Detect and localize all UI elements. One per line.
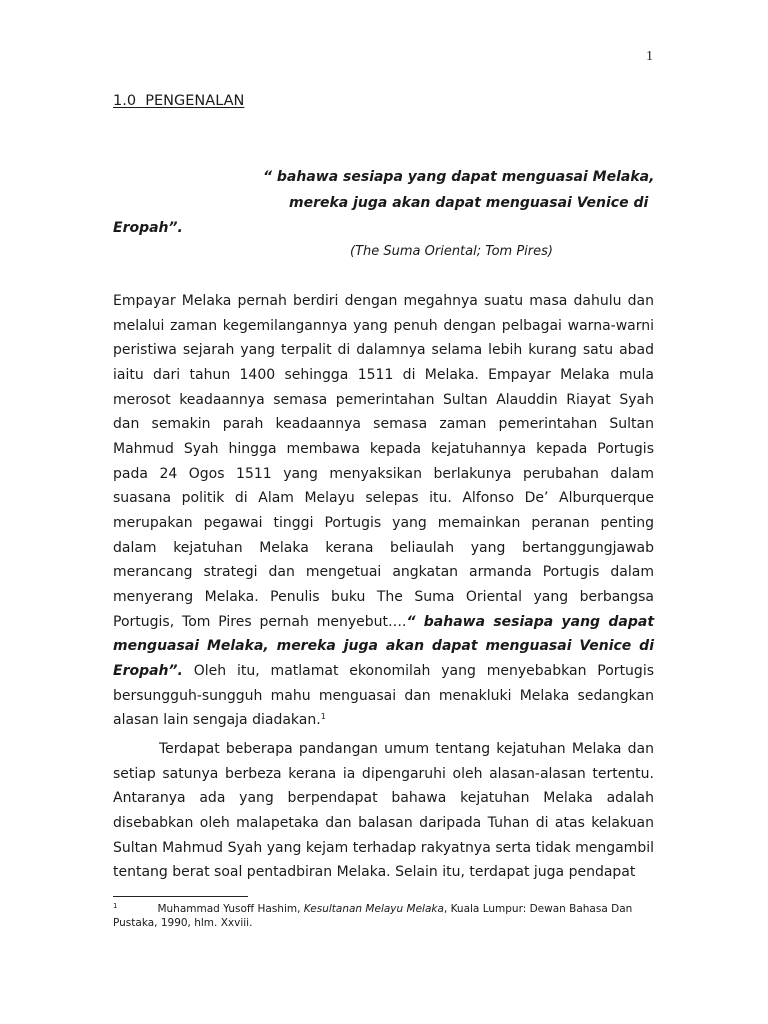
section-heading: 1.0 PENGENALAN: [113, 93, 245, 109]
footnote-separator: [113, 896, 248, 897]
paragraph-1-text-a: Empayar Melaka pernah berdiri dengan megahnya suatu masa dahulu dan melalui zaman kegemilangannya yang penuh dengan pelbagai warna-warni peristiwa sejarah yang terpalit di dalamnya selama lebih kurang satu abad iaitu dari tahun 1400 sehingga 1511 di Melaka. Empayar Melaka mula merosot keadaannya semasa pemerintahan Sultan Alauddin Riayat Syah dan semakin parah keadaannya semasa zaman pemerintahan Sultan Mahmud Syah hingga membawa kepada kejatuhannya kepada Portugis pada 24 Ogos 1511 yang menyaksikan berlakunya perubahan dalam suasana politik di Alam Melayu selepas itu. Alfonso De’ Alburquerque merupakan pegawai tinggi Portugis yang memainkan peranan penting dalam kejatuhan Melaka kerana beliaulah yang bertanggungjawab merancang strategi dan mengetuai angkatan armanda Portugis dalam menyerang Melaka. Penulis buku The Suma Oriental yang berbangsa Portugis, Tom Pires pernah menyebut….: [113, 293, 654, 630]
footnote: [113, 902, 658, 930]
paragraph-1: [113, 289, 654, 733]
footnote-title: Kesultanan Melayu Melaka: [303, 903, 444, 915]
epigraph-line-2: mereka juga akan dapat menguasai Venice di: [289, 195, 649, 211]
footnote-rest: , Kuala Lumpur: Dewan Bahasa Dan Pustaka, 1990, hlm. Xxviii.: [113, 903, 633, 929]
footnote-marker: 1: [113, 902, 118, 910]
paragraph-1-text-b: Oleh itu, matlamat ekonomilah yang menyebabkan Portugis bersungguh-sungguh mahu menguasai dan menakluki Melaka sedangkan alasan lain sengaja diadakan.: [113, 662, 654, 729]
epigraph-citation: (The Suma Oriental; Tom Pires): [350, 244, 553, 259]
paragraph-2: Terdapat beberapa pandangan umum tentang kejatuhan Melaka dan setiap satunya berbeza kerana ia dipengaruhi oleh alasan-alasan tertentu. Antaranya ada yang berpendapat bahawa kejatuhan Melaka adalah disebabkan oleh malapetaka dan balasan daripada Tuhan di atas kelakuan Sultan Mahmud Syah yang kejam terhadap rakyatnya serta tidak mengambil tentang berat soal pentadbiran Melaka. Selain itu, terdapat juga pendapat: [113, 741, 654, 881]
footnote-reference[interactable]: 1: [320, 712, 326, 722]
page-number: 1: [646, 49, 653, 64]
epigraph-line-1: “ bahawa sesiapa yang dapat menguasai Melaka,: [263, 169, 655, 185]
paragraph-1-quote: “ bahawa sesiapa yang dapat menguasai Melaka, mereka juga akan dapat menguasai Venice di Eropah”.: [113, 613, 655, 679]
epigraph-line-3: Eropah”.: [113, 220, 183, 236]
footnote-author: Muhammad Yusoff Hashim,: [157, 903, 304, 915]
